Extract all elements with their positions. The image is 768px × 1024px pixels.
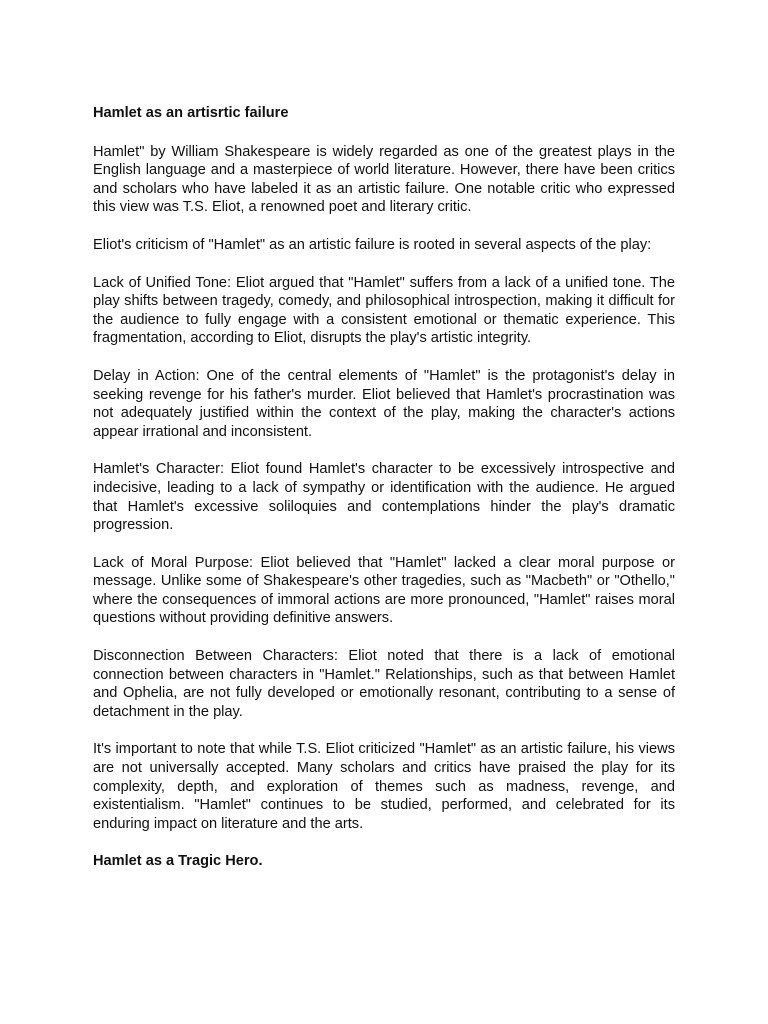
paragraph-hamlets-character: Hamlet's Character: Eliot found Hamlet's character to be excessively introspective and indecisive, leading to a lack of sympathy or identification with the audience. He argued that Hamlet's excessive soliloquies and contemplations hinder the play's dramatic progression. xyxy=(93,461,675,534)
paragraph-intro: Hamlet" by William Shakespeare is widely regarded as one of the greatest plays in the English language and a masterpiece of world literature. However, there have been critics and scholars who have labeled it as an artistic failure. One notable critic who expressed this view was T.S. Eliot, a renowned poet and literary critic. xyxy=(93,143,675,216)
section-heading: Hamlet as a Tragic Hero. xyxy=(93,853,263,870)
paragraph-delay-in-action: Delay in Action: One of the central elements of "Hamlet" is the protagonist's delay in seeking revenge for his father's murder. Eliot believed that Hamlet's procrastination was not adequately justified within the context of the play, making the character's actions appear irrational and inconsistent. xyxy=(93,367,675,440)
paragraph-conclusion: It's important to note that while T.S. Eliot criticized "Hamlet" as an artistic failure, his views are not universally accepted. Many scholars and critics have praised the play for its complexity, depth, and exploration of themes such as madness, revenge, and existentialism. "Hamlet" continues to be studied, performed, and celebrated for its enduring impact on literature and the arts. xyxy=(93,741,675,832)
paragraph-criticism-intro: Eliot's criticism of "Hamlet" as an artistic failure is rooted in several aspects of the play: xyxy=(93,236,652,253)
paragraph-moral-purpose: Lack of Moral Purpose: Eliot believed that "Hamlet" lacked a clear moral purpose or message. Unlike some of Shakespeare's other tragedies, such as "Macbeth" or "Othello," where the consequences of immoral actions are more pronounced, "Hamlet" raises moral questions without providing definitive answers. xyxy=(93,554,675,627)
document-title: Hamlet as an artisrtic failure xyxy=(93,105,289,121)
paragraph-disconnection: Disconnection Between Characters: Eliot noted that there is a lack of emotional connection between characters in "Hamlet." Relationships, such as that between Hamlet and Ophelia, are not fully developed or emotionally resonant, contributing to a sense of detachment in the play. xyxy=(93,648,675,720)
paragraph-unified-tone: Lack of Unified Tone: Eliot argued that "Hamlet" suffers from a lack of a unified tone. The play shifts between tragedy, comedy, and philosophical introspection, making it difficult for the audience to fully engage with a consistent emotional or thematic experience. This fragmentation, according to Eliot, disrupts the play's artistic integrity. xyxy=(93,274,675,347)
document-page xyxy=(93,104,675,871)
